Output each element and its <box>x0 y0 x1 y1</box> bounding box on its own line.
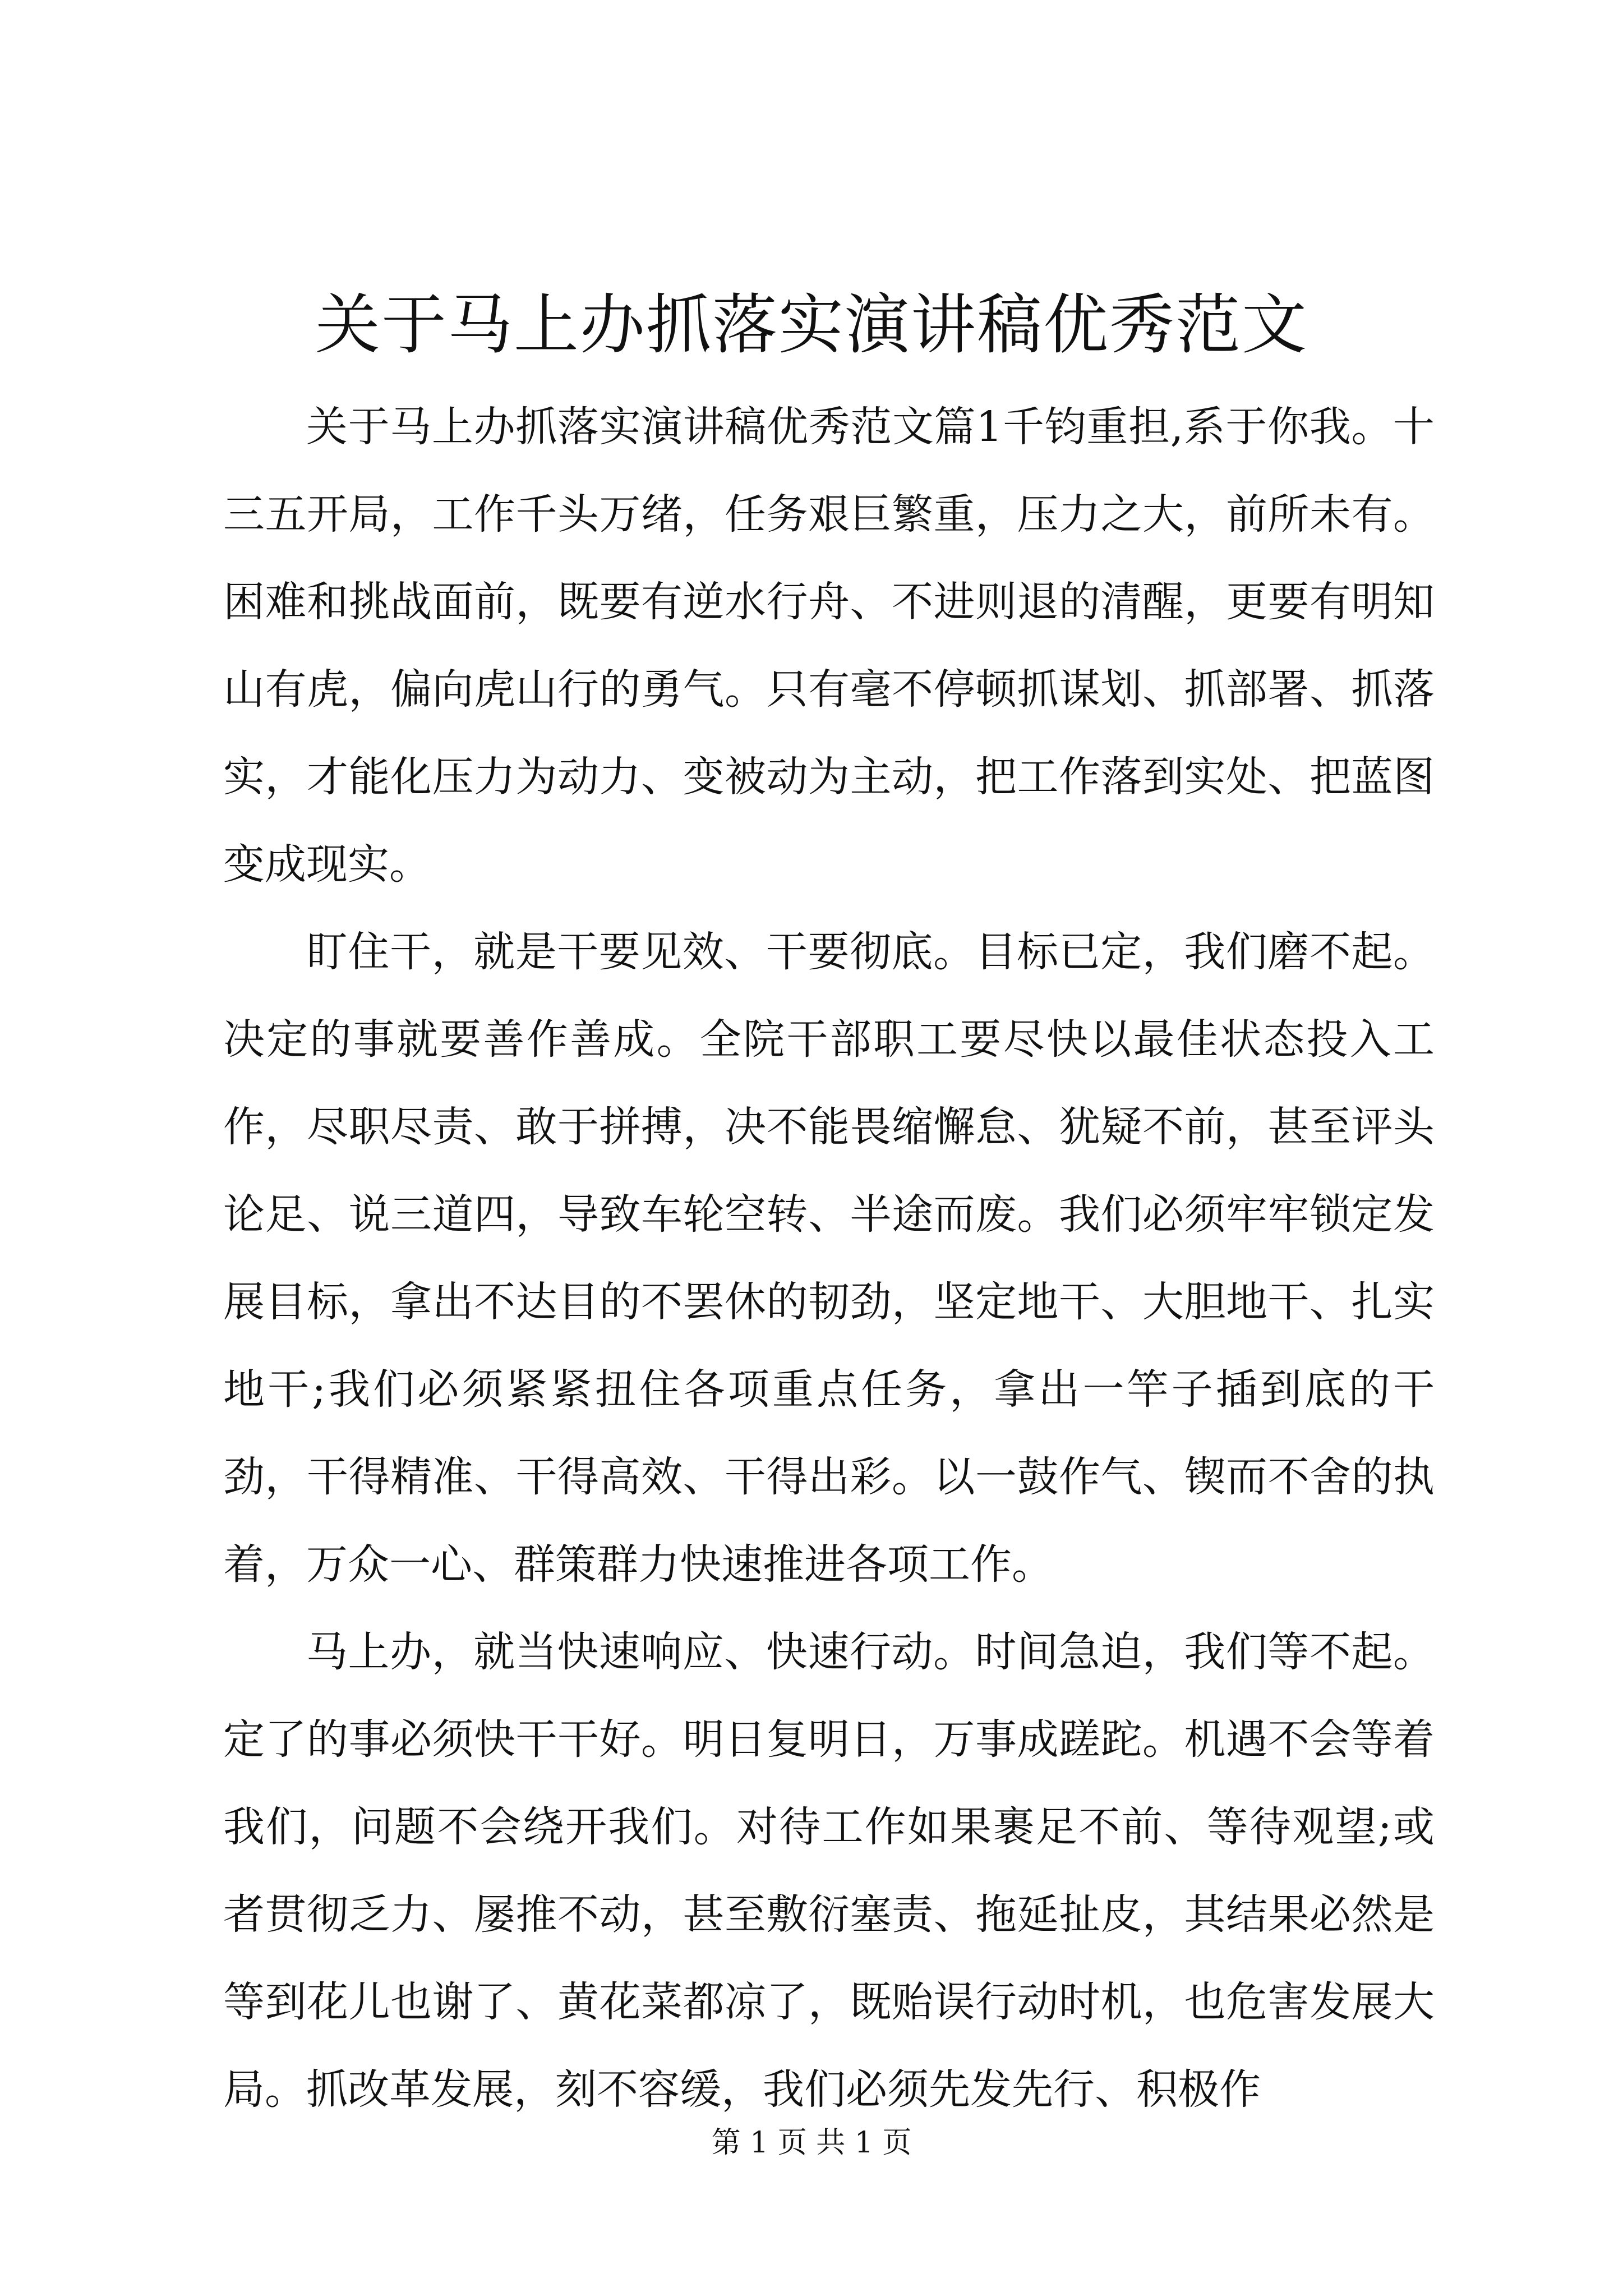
page-footer: 第 1 页 共 1 页 <box>711 2126 912 2160</box>
document-body <box>223 383 1435 2133</box>
paragraph-3: 马上办，就当快速响应、快速行动。时间急迫，我们等不起。定了的事必须快干干好。明日复明日，万事成蹉跎。机遇不会等着我们，问题不会绕开我们。对待工作如果裹足不前、等待观望;或者贯彻乏力、屡推不动，甚至敷衍塞责、拖延扯皮，其结果必然是等到花儿也谢了、黄花菜都凉了，既贻误行动时机，也危害发展大局。抓改革发展，刻不容缓，我们必须先发先行、积极作 <box>223 1628 1435 2114</box>
paragraph-2: 盯住干，就是干要见效、干要彻底。目标已定，我们磨不起。决定的事就要善作善成。全院干部职工要尽快以最佳状态投入工作，尽职尽责、敢于拼搏，决不能畏缩懈怠、犹疑不前，甚至评头论足、说三道四，导致车轮空转、半途而废。我们必须牢牢锁定发展目标，拿出不达目的不罢休的韧劲，坚定地干、大胆地干、扎实地干;我们必须紧紧扭住各项重点任务，拿出一竿子插到底的干劲，干得精准、干得高效、干得出彩。以一鼓作气、锲而不舍的执着，万众一心、群策群力快速推进各项工作。 <box>223 928 1435 1589</box>
paragraph-1: 关于马上办抓落实演讲稿优秀范文篇1千钧重担,系于你我。十三五开局，工作千头万绪，任务艰巨繁重，压力之大，前所未有。困难和挑战面前，既要有逆水行舟、不进则退的清醒，更要有明知山有虎，偏向虎山行的勇气。只有毫不停顿抓谋划、抓部署、抓落实，才能化压力为动力、变被动为主动，把工作落到实处、把蓝图变成现实。 <box>223 403 1435 889</box>
document-title: 关于马上办抓落实演讲稿优秀范文 <box>315 287 1308 363</box>
